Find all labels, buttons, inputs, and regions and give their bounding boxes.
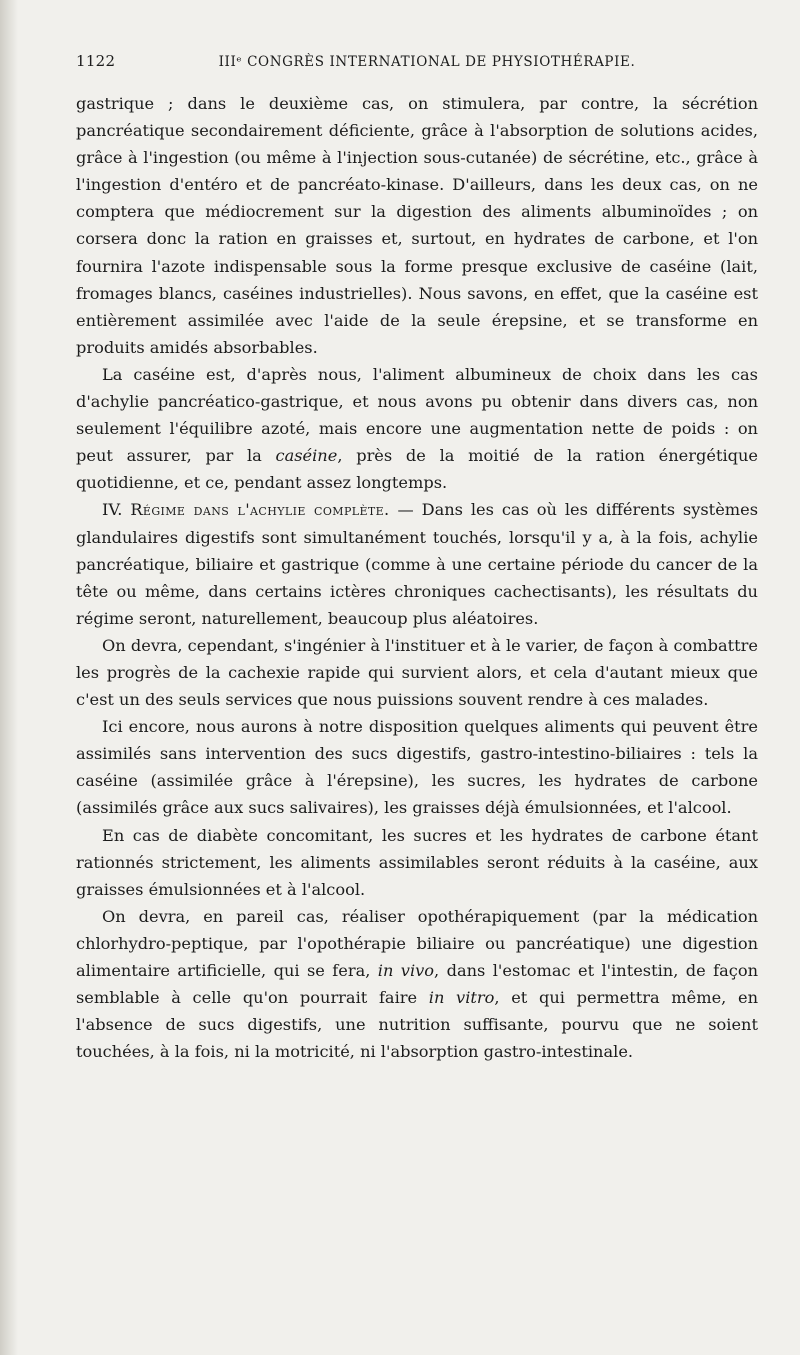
- paragraph-1: gastrique ; dans le deuxième cas, on stimulera, par contre, la sécrétion pancréatique secondairement déficiente, grâce à l'absorption de solutions acides, grâce à l'ingestion (ou même à l'injection sous-cutanée) de sécrétine, etc., grâce à l'ingestion d'entéro et de pancréato-kinase. D'ailleurs, dans les deux cas, on ne comptera que médiocrement sur la digestion des aliments albuminoïdes ; on corsera donc la ration en graisses et, surtout, en hydrates de carbone, et l'on fournira l'azote indispensable sous la forme presque exclusive de caséine (lait, fromages blancs, caséines industrielles). Nous savons, en effet, que la caséine est entièrement assimilée avec l'aide de la seule érepsine, et se transforme en produits amidés absorbables.: [76, 94, 758, 357]
- section-numeral: IV.: [102, 500, 131, 520]
- paragraph-7-text-a: On devra, en pareil cas, réaliser opothérapiquement (par la médication chlorhydro-peptique, par l'opothérapie biliaire ou pancréatique) une digestion alimentaire artificielle, qui se fera,: [76, 906, 758, 980]
- paragraph-7-italic-in-vitro: in vitro: [428, 988, 495, 1008]
- paragraph-7: [76, 903, 758, 1066]
- running-title: IIIᵉ CONGRÈS INTERNATIONAL DE PHYSIOTHÉRAPIE.: [218, 54, 636, 70]
- paragraph-3-text: — Dans les cas où les différents systèmes glandulaires digestifs sont simultanément touchés, lorsqu'il y a, à la fois, achylie pancréatique, biliaire et gastrique (comme à une certaine période du cancer de la tête ou même, dans certains ictères chroniques cachectisants), les résultats du régime seront, naturellement, beaucoup plus aléatoires.: [76, 500, 759, 628]
- paragraph-2-text-a: La caséine est, d'après nous, l'aliment albumineux de choix dans les cas d'achylie pancréatico-gastrique, et nous avons pu obtenir dans divers cas, non seulement l'équilibre azoté, mais encore une augmentation nette de poids : on peut assurer, par la: [76, 364, 758, 466]
- paragraph-6: En cas de diabète concomitant, les sucres et les hydrates de carbone étant rationnés strictement, les aliments assimilables seront réduits à la caséine, aux graisses émulsionnées et à l'alcool.: [76, 825, 758, 899]
- paragraph-3: [76, 496, 758, 631]
- paragraph-7-italic-in-vivo: in vivo: [377, 961, 435, 980]
- spine-shadow: [0, 0, 18, 1355]
- paragraph-5: Ici encore, nous aurons à notre disposition quelques aliments qui peuvent être assimilés sans intervention des sucs digestifs, gastro-intestino-biliaires : tels la caséine (assimilée grâce à l'érepsine), les sucres, les hydrates de carbone (assimilés grâce aux sucs salivaires), les graisses déjà émulsionnées, et l'alcool.: [76, 717, 758, 818]
- paragraph-2-text-b: , près de la moitié de la ration énergétique quotidienne, et ce, pendant assez longtemps.: [76, 446, 758, 493]
- paragraph-4: On devra, cependant, s'ingénier à l'instituer et à le varier, de façon à combattre les progrès de la cachexie rapide qui survient alors, et cela d'autant mieux que c'est un des seuls services que nous puissions souvent rendre à ces malades.: [76, 635, 758, 710]
- section-heading: Régime dans l'achylie complète.: [130, 500, 390, 520]
- paragraph-2: [76, 361, 758, 496]
- paragraph-7-text-c: , et qui permettra même, en l'absence de sucs digestifs, une nutrition suffisante, pourvu que ne soient touchées, à la fois, ni la motricité, ni l'absorption gastro-intestinale.: [76, 988, 758, 1062]
- paragraph-2-italic: caséine: [275, 446, 338, 466]
- running-head: [76, 52, 758, 86]
- body-text: [76, 90, 758, 1065]
- paragraph-7-text-b: , dans l'estomac et l'intestin, de façon semblable à celle qu'on pourrait faire: [76, 961, 758, 1008]
- page-number: 1122: [76, 52, 116, 70]
